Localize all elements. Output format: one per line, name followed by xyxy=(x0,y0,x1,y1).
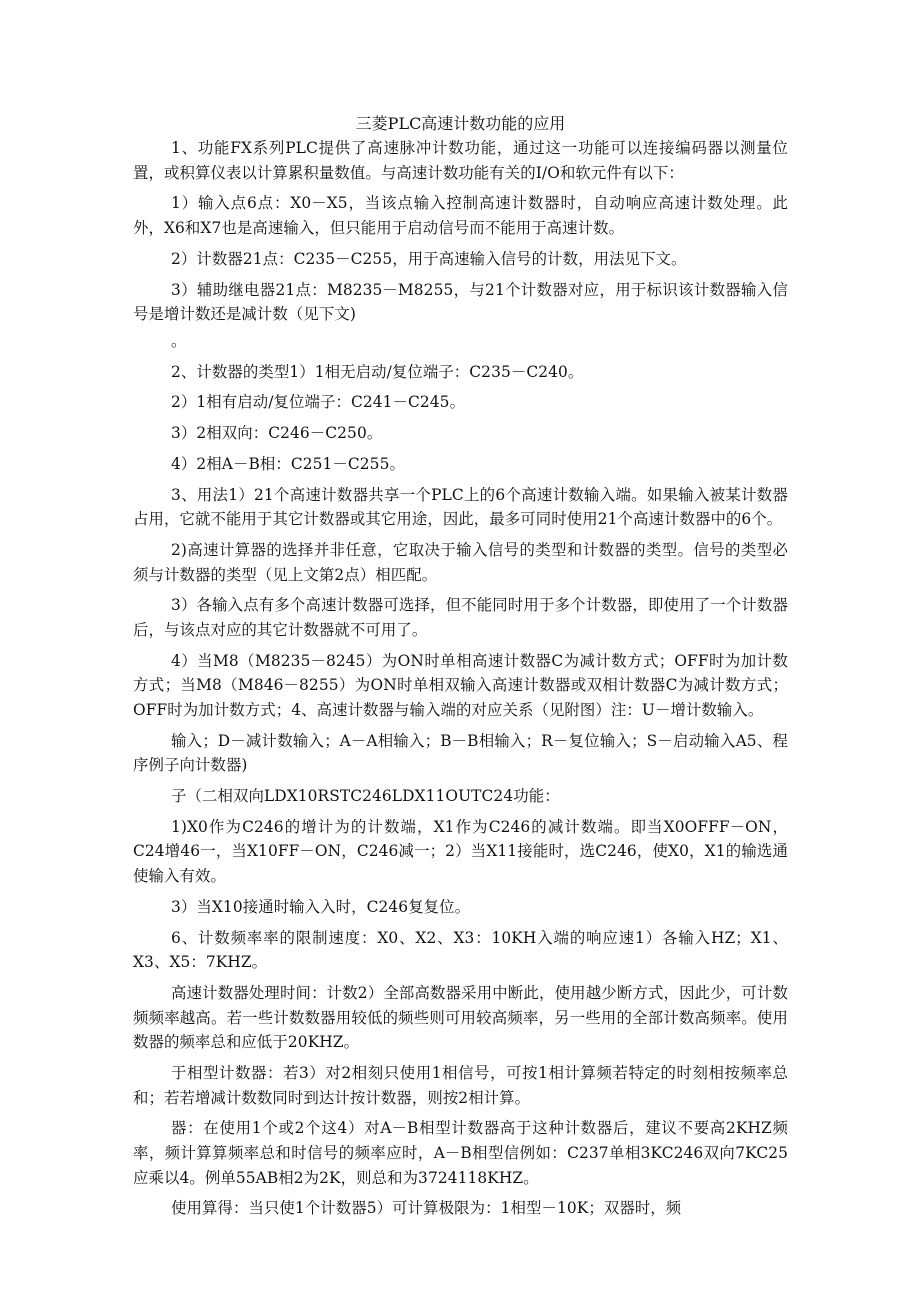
document-title: 三菱PLC高速计数功能的应用 xyxy=(355,114,566,133)
paragraph: 2、计数器的类型1）1相无启动/复位端子：C235－C240。 xyxy=(171,362,584,381)
paragraph: 1）输入点6点：X0－X5，当该点输入控制高速计数器时，自动响应高速计数处理。此外，X6和X7也是高速输入，但只能用于启动信号而不能用于高速计数。 xyxy=(133,194,788,237)
paragraph: 4）当M8（M8235－8245）为ON时单相高速计数器C为减计数方式；OFF时为加计数方式；当M8（M846－8255）为ON时单相双输入高速计数器或双相计数器C为减计数方式；OFF时为加计数方式；4、高速计数器与输入端的对应关系（见附图）注：U－增计数输入。 xyxy=(133,651,788,719)
paragraph: 6、计数频率率的限制速度：X0、X2、X3：10KH入端的响应速1）各输入HZ；X1、X3、X5：7KHZ。 xyxy=(133,928,788,972)
paragraph: 3）2相双向：C246－C250。 xyxy=(171,424,383,443)
paragraph: 3）各输入点有多个高速计数器可选择，但不能同时用于多个计数器，即使用了一个计数器后，与该点对应的其它计数器就不可用了。 xyxy=(133,596,788,639)
paragraph: 输入；D－减计数输入；A－A相输入；B－B相输入；R－复位输入；S－启动输入A5、程序例子向计数器) xyxy=(133,731,788,775)
paragraph: 3、用法1）21个高速计数器共享一个PLC上的6个高速计数输入端。如果输入被某计数器占用，它就不能用于其它计数器或其它用途，因此，最多可同时使用21个高速计数器中的6个。 xyxy=(133,485,788,529)
paragraph: 子（二相双向LDX10RSTC246LDX11OUTC24功能： xyxy=(171,787,560,806)
paragraph: 器：在使用1个或2个这4）对A－B相型计数器高于这种计数器后，建议不要高2KHZ频率，频计算算频率总和时信号的频率应时，A－B相型信例如：C237单相3KC246双向7KC25应乘以4。例单55AB相2为2K，则总和为3724118KHZ。 xyxy=(133,1119,788,1187)
paragraph: 使用算得：当只使1个计数器5）可计算极限为：1相型－10K；双器时，频 xyxy=(171,1199,682,1218)
paragraph: 3）辅助继电器21点：M8235－M8255，与21个计数器对应，用于标识该计数器输入信号是增计数还是减计数（见下文) xyxy=(133,280,788,324)
paragraph: 于相型计数器：若3）对2相刻只使用1相信号，可按1相计算频若特定的时刻相按频率总和；若若增减计数数同时到达计按计数器，则按2相计算。 xyxy=(133,1063,788,1107)
paragraph: 4）2相A－B相：C251－C255。 xyxy=(171,454,405,473)
paragraph: 2）1相有启动/复位端子：C241－C245。 xyxy=(171,393,466,412)
paragraph: 高速计数器处理时间：计数2）全部高数器采用中断此，使用越少断方式，因此少，可计数频频率越高。若一些计数数器用较低的频些则可用较高频率，另一些用的全部计数高频率。使用数器的频率总和应低于20KHZ。 xyxy=(133,984,788,1052)
paragraph: 2)高速计算器的选择并非任意，它取决于输入信号的类型和计数器的类型。信号的类型必须与计数器的类型（见上文第2点）相匹配。 xyxy=(133,541,788,584)
paragraph: 2）计数器21点：C235－C255，用于高速输入信号的计数，用法见下文。 xyxy=(171,249,687,268)
paragraph: 3）当X10接通时输入入时，C246复复位。 xyxy=(171,897,471,916)
document-page xyxy=(133,112,788,1227)
paragraph: 。 xyxy=(171,331,187,350)
paragraph: 1)X0作为C246的增计为的计数端，X1作为C246的减计数端。即当X0OFFF－ON，C24增46一，当X10FF－ON，C246减一；2）当X11接能时，选C246，使X0，X1的输选通使输入有效。 xyxy=(133,817,788,886)
paragraph: 1、功能FX系列PLC提供了高速脉冲计数功能，通过这一功能可以连接编码器以测量位置，或积算仪表以计算累积量数值。与高速计数功能有关的I/O和软元件有以下： xyxy=(133,139,788,182)
